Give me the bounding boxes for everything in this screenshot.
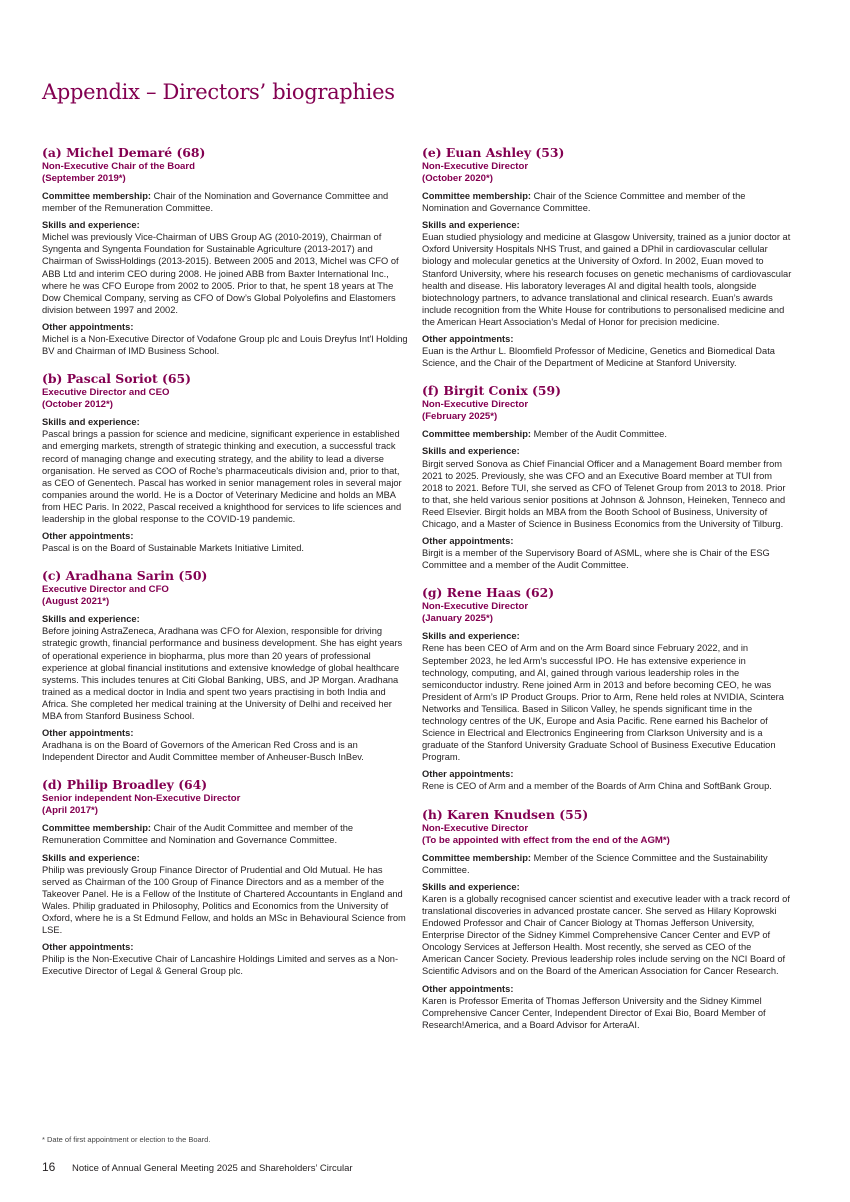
- other-appointments-heading: Other appointments:: [42, 531, 134, 542]
- other-appointments-heading: Other appointments:: [422, 334, 514, 345]
- skills-heading: Skills and experience:: [422, 881, 520, 892]
- skills-heading: Skills and experience:: [42, 852, 140, 863]
- skills-heading: Skills and experience:: [42, 417, 140, 428]
- appointment-date: (October 2020*): [422, 173, 493, 184]
- appointment-date: (January 2025*): [422, 613, 493, 625]
- director-role: Non-Executive Director: [422, 161, 529, 172]
- page-title: Appendix – Directors’ biographies: [42, 80, 395, 104]
- director-role: Non-Executive Director: [422, 822, 529, 834]
- skills-heading: Skills and experience:: [42, 614, 140, 625]
- appointment-date: (October 2012*): [42, 399, 113, 411]
- committee-membership: [422, 190, 792, 214]
- skills-text: Euan studied physiology and medicine at Glasgow University, trained as a junior doctor at Oxford University Hospitals NHS Trust, and gained a DPhil in cardiovascular cellular biology and molecular genetics at the University of Oxford. In 2002, Euan moved to Stanford University, where his research focuses on genetic mechanisms of cardiovascular health and disease. His laboratory leverages AI and digital health tools, alongside biotechnology partners, to advance translational and clinical research. Euan’s awards include recognition from the White House for contributions to personalised medicine and the American Heart Association’s Medal of Honor for precision medicine.: [422, 232, 792, 327]
- other-appointments-heading: Other appointments:: [422, 983, 514, 994]
- other-appointments-heading: Other appointments:: [422, 536, 514, 547]
- skills-heading: Skills and experience:: [42, 220, 140, 231]
- director-bio-michel-demare: [42, 145, 410, 357]
- skills-text: Birgit served Sonova as Chief Financial Officer and a Management Board member from 2021 to 2025. Previously, she was CFO and an Executive Board member at TUI from 2018 to 2021. Before TUI, she served as CFO of Telenet Group from 2013 to 2018. Prior to that, she held various senior positions at Johnson & Johnson, Heineken, Tenneco and Reed Elsevier. Birgit holds an MBA from the Booth School of Business, University of Chicago, and a Master of Science in Business Economics from the University of Tilburg.: [422, 458, 786, 529]
- committee-label: Committee membership:: [422, 191, 532, 201]
- committee-membership: [422, 852, 792, 876]
- other-appointments-text: Pascal is on the Board of Sustainable Markets Initiative Limited.: [42, 543, 304, 554]
- other-appointments-heading: Other appointments:: [42, 728, 134, 739]
- skills-heading: Skills and experience:: [422, 631, 520, 642]
- biographies-left-column: [42, 145, 410, 992]
- other-appointments-text: Birgit is a member of the Supervisory Board of ASML, where she is Chair of the ESG Committee and a member of the Audit Committee.: [422, 548, 770, 571]
- director-name: (d) Philip Broadley (64): [42, 777, 208, 793]
- other-appointments-heading: Other appointments:: [42, 942, 134, 953]
- appointment-date: (August 2021*): [42, 596, 110, 608]
- committee-text: Chair of the Science Committee and member of the Nomination and Governance Committee.: [422, 191, 746, 214]
- other-appointments-text: Aradhana is on the Board of Governors of the American Red Cross and is an Independent Director and Audit Committee member of Anheuser-Busch InBev.: [42, 740, 364, 763]
- committee-text: Chair of the Audit Committee and member of the Remuneration Committee and Nomination and Governance Committee.: [42, 823, 354, 846]
- director-bio-birgit-conix: [422, 383, 792, 571]
- other-appointments-heading: Other appointments:: [422, 769, 514, 780]
- appointment-date: (September 2019*): [42, 173, 126, 184]
- director-bio-karen-knudsen: [422, 807, 792, 1031]
- skills-heading: Skills and experience:: [422, 446, 520, 457]
- committee-label: Committee membership:: [422, 852, 532, 863]
- director-name: (f) Birgit Conix (59): [422, 383, 561, 399]
- director-role: Non-Executive Chair of the Board: [42, 161, 195, 172]
- committee-membership: [42, 190, 410, 214]
- director-bio-rene-haas: [422, 585, 792, 792]
- director-role: Executive Director and CEO: [42, 387, 170, 399]
- skills-text: Pascal brings a passion for science and medicine, significant experience in established and emerging markets, strength of strategic thinking and execution, a successful track record of managing change and executing strategy, and the ability to lead a diverse organisation. He served as COO of Roche’s pharmaceuticals division and, prior to that, as CEO of Genentech. Pascal has worked in senior management roles in several major companies around the world. He is a Doctor of Veterinary Medicine and holds an MBA from HEC Paris. In 2022, Pascal received a knighthood for services to life sciences and leadership in the global response to the COVID-19 pandemic.: [42, 429, 402, 524]
- committee-membership: [42, 822, 410, 846]
- committee-membership: [422, 428, 792, 440]
- director-bio-euan-ashley: [422, 145, 792, 369]
- other-appointments-text: Michel is a Non-Executive Director of Vodafone Group plc and Louis Dreyfus Int'l Holding BV and Chairman of IMD Business School.: [42, 334, 408, 357]
- director-name: (a) Michel Demaré (68): [42, 145, 206, 160]
- skills-text: Michel was previously Vice-Chairman of UBS Group AG (2010-2019), Chairman of Syngenta and Syngenta Foundation for Sustainable Agriculture (2013-2017) and Chairman of SwissHoldings (2013-2015). Between 2005 and 2013, Michel was CFO of ABB Ltd and interim CEO during 2008. He joined ABB from Baxter International Inc., where he was CFO Europe from 2002 to 2005. Prior to that, he spent 18 years at The Dow Chemical Company, serving as CFO of Dow’s Global Polyolefins and Elastomers division between 1997 and 2002.: [42, 232, 399, 315]
- committee-text: Member of the Science Committee and the Sustainability Committee.: [422, 852, 768, 875]
- skills-text: Philip was previously Group Finance Director of Prudential and Old Mutual. He has served as Chairman of the 100 Group of Finance Directors and as a member of the Takeover Panel. He is a Fellow of the Institute of Chartered Accountants in England and Wales. Philip graduated in Philosophy, Politics and Economics from the University of Oxford, where he is a St Edmund Fellow, and holds an MSc in Behavioural Science from LSE.: [42, 864, 406, 936]
- director-role: Senior independent Non-Executive Director: [42, 793, 241, 805]
- other-appointments-heading: Other appointments:: [42, 321, 134, 332]
- biographies-right-column: [422, 145, 792, 1045]
- director-name: (e) Euan Ashley (53): [422, 145, 565, 160]
- director-role: Non-Executive Director: [422, 399, 529, 411]
- committee-label: Committee membership:: [42, 823, 152, 834]
- skills-text: Karen is a globally recognised cancer scientist and executive leader with a track record of translational discoveries in advanced prostate cancer. She served as Hilary Koprowski Endowed Professor and Chair of Cancer Biology at Thomas Jefferson University, Enterprise Director of the Sidney Kimmel Comprehensive Cancer Center and EVP of Oncology Services at Jefferson Health. Most recently, she served as CEO of the American Cancer Society. Previous leadership roles include serving on the NCI Board of Scientific Advisors and on the Board of the American Association for Cancer Research.: [422, 893, 790, 977]
- director-bio-philip-broadley: [42, 777, 410, 977]
- committee-text: Member of the Audit Committee.: [533, 429, 667, 440]
- committee-label: Committee membership:: [42, 191, 152, 201]
- appointment-date: (To be appointed with effect from the end of the AGM*): [422, 834, 670, 846]
- footnote: * Date of first appointment or election to the Board.: [42, 1135, 211, 1144]
- other-appointments-text: Rene is CEO of Arm and a member of the Boards of Arm China and SoftBank Group.: [422, 781, 772, 792]
- director-name: (h) Karen Knudsen (55): [422, 806, 589, 822]
- appointment-date: (February 2025*): [422, 411, 498, 423]
- appointment-date: (April 2017*): [42, 805, 98, 817]
- director-name: (b) Pascal Soriot (65): [42, 371, 192, 387]
- director-name: (c) Aradhana Sarin (50): [42, 568, 208, 584]
- page-number: 16: [42, 1160, 56, 1174]
- skills-text: Before joining AstraZeneca, Aradhana was CFO for Alexion, responsible for driving strategic growth, financial performance and business development. She has eight years of operational experience in biopharma, plus more than 20 years of professional experience at global financial institutions and extensive knowledge of global healthcare systems. This includes tenures at Citi Global Banking, UBS, and JP Morgan. Aradhana trained as a medical doctor in India and spent two years practising in both India and Africa. She completed her medical training at the University of Delhi and received her MBA from Stanford Business School.: [42, 626, 403, 721]
- committee-label: Committee membership:: [422, 429, 532, 440]
- skills-text: Rene has been CEO of Arm and on the Arm Board since February 2022, and in September 2023, he led Arm’s successful IPO. He has extensive experience in technology, computing, and AI, gained through various leadership roles in the semiconductor industry. Rene joined Arm in 2013 and before becoming CEO, he was President of Arm’s IP Product Groups. Prior to Arm, Rene held roles at NVIDIA, Scintera Networks and Tensilica. Based in Silicon Valley, he spends significant time in the technology centres of the UK, Europe and Asia Pacific. Rene earned his Bachelor of Science in Electrical and Electronics Engineering from Clarkson University and is a graduate of the Stanford University Graduate School of Business Executive Education Program.: [422, 643, 784, 763]
- director-bio-pascal-soriot: [42, 371, 410, 554]
- director-role: Executive Director and CFO: [42, 584, 169, 596]
- director-name: (g) Rene Haas (62): [422, 585, 555, 601]
- director-bio-aradhana-sarin: [42, 568, 410, 763]
- page-footer: [42, 1160, 353, 1174]
- document-title: Notice of Annual General Meeting 2025 and Shareholders’ Circular: [72, 1163, 353, 1174]
- other-appointments-text: Karen is Professor Emerita of Thomas Jefferson University and the Sidney Kimmel Comprehensive Cancer Center, Independent Director of Exai Bio, Board Member of Research!America, and a Board Advisor for ArteraAI.: [422, 995, 766, 1030]
- other-appointments-text: Euan is the Arthur L. Bloomfield Professor of Medicine, Genetics and Biomedical Data Science, and the Chair of the Department of Medicine at Stanford University.: [422, 346, 775, 369]
- committee-text: Chair of the Nomination and Governance Committee and member of the Remuneration Committee.: [42, 191, 389, 214]
- skills-heading: Skills and experience:: [422, 220, 520, 231]
- director-role: Non-Executive Director: [422, 601, 529, 613]
- other-appointments-text: Philip is the Non-Executive Chair of Lancashire Holdings Limited and serves as a Non-Executive Director of Legal & General Group plc.: [42, 954, 399, 977]
